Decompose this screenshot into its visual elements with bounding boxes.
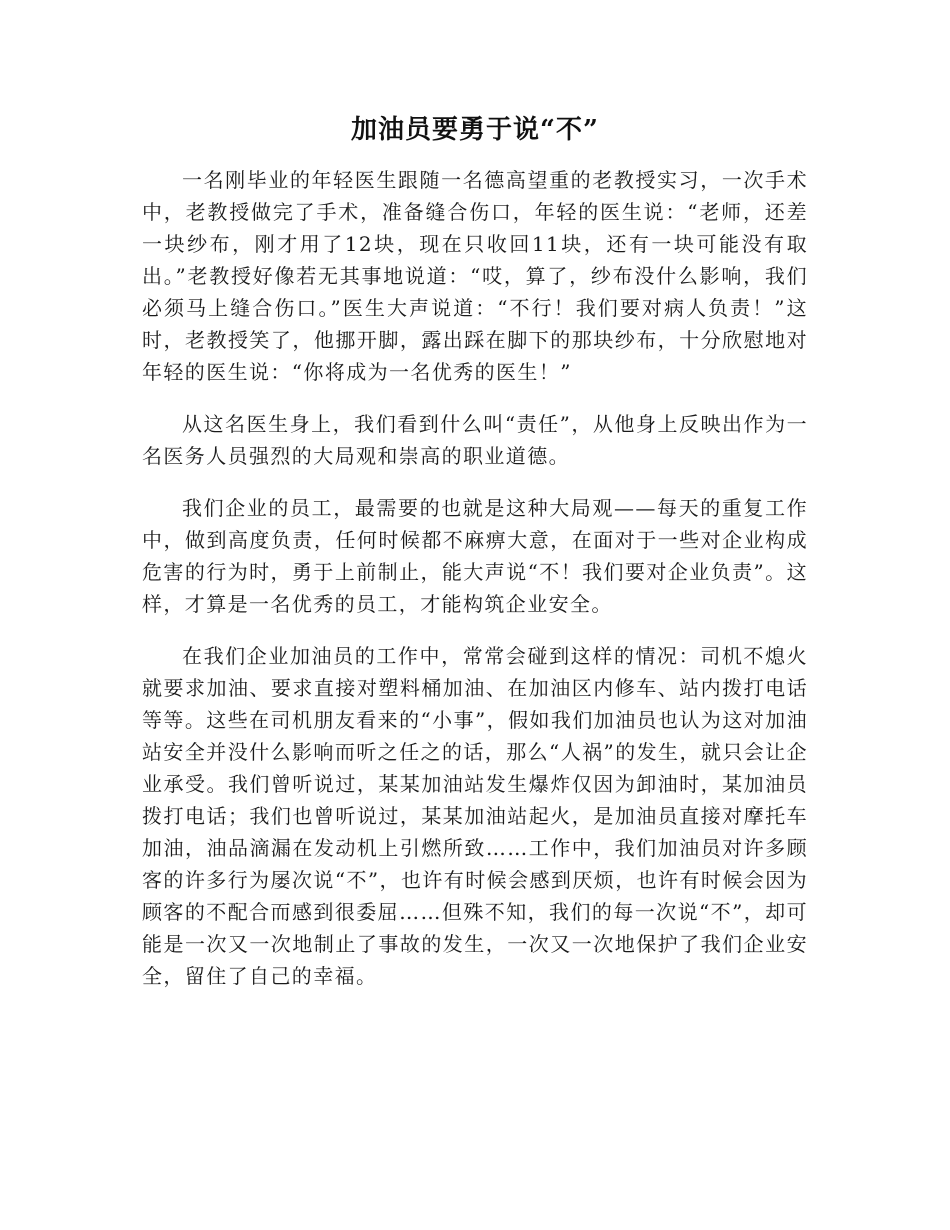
- paragraph-2: 从这名医生身上，我们看到什么叫“责任”，从他身上反映出作为一名医务人员强烈的大局观和崇高的职业道德。: [142, 412, 808, 468]
- paragraph-1: 一名刚毕业的年轻医生跟随一名德高望重的老教授实习，一次手术中，老教授做完了手术，准备缝合伤口，年轻的医生说：“老师，还差一块纱布，刚才用了12块，现在只收回11块，还有一块可能没有取出。”老教授好像若无其事地说道：“哎，算了，纱布没什么影响，我们必须马上缝合伤口。”医生大声说道：“不行！我们要对病人负责！”这时，老教授笑了，他挪开脚，露出踩在脚下的那块纱布，十分欣慰地对年轻的医生说：“你将成为一名优秀的医生！”: [142, 168, 808, 384]
- document-body: [142, 164, 808, 1012]
- paragraph-4: 在我们企业加油员的工作中，常常会碰到这样的情况：司机不熄火就要求加油、要求直接对塑料桶加油、在加油区内修车、站内拨打电话等等。这些在司机朋友看来的“小事”，假如我们加油员也认为这对加油站安全并没什么影响而听之任之的话，那么“人祸”的发生，就只会让企业承受。我们曾听说过，某某加油站发生爆炸仅因为卸油时，某加油员拨打电话；我们也曾听说过，某某加油站起火，是加油员直接对摩托车加油，油品滴漏在发动机上引燃所致……工作中，我们加油员对许多顾客的许多行为屡次说“不”，也许有时候会感到厌烦，也许有时候会因为顾客的不配合而感到很委屈……但殊不知，我们的每一次说“不”，却可能是一次又一次地制止了事故的发生，一次又一次地保护了我们企业安全，留住了自己的幸福。: [142, 644, 808, 988]
- paragraph-3: 我们企业的员工，最需要的也就是这种大局观——每天的重复工作中，做到高度负责，任何时候都不麻痹大意，在面对于一些对企业构成危害的行为时，勇于上前制止，能大声说“不！我们要对企业负责”。这样，才算是一名优秀的员工，才能构筑企业安全。: [142, 496, 808, 616]
- document-title: 加油员要勇于说“不”: [351, 115, 599, 145]
